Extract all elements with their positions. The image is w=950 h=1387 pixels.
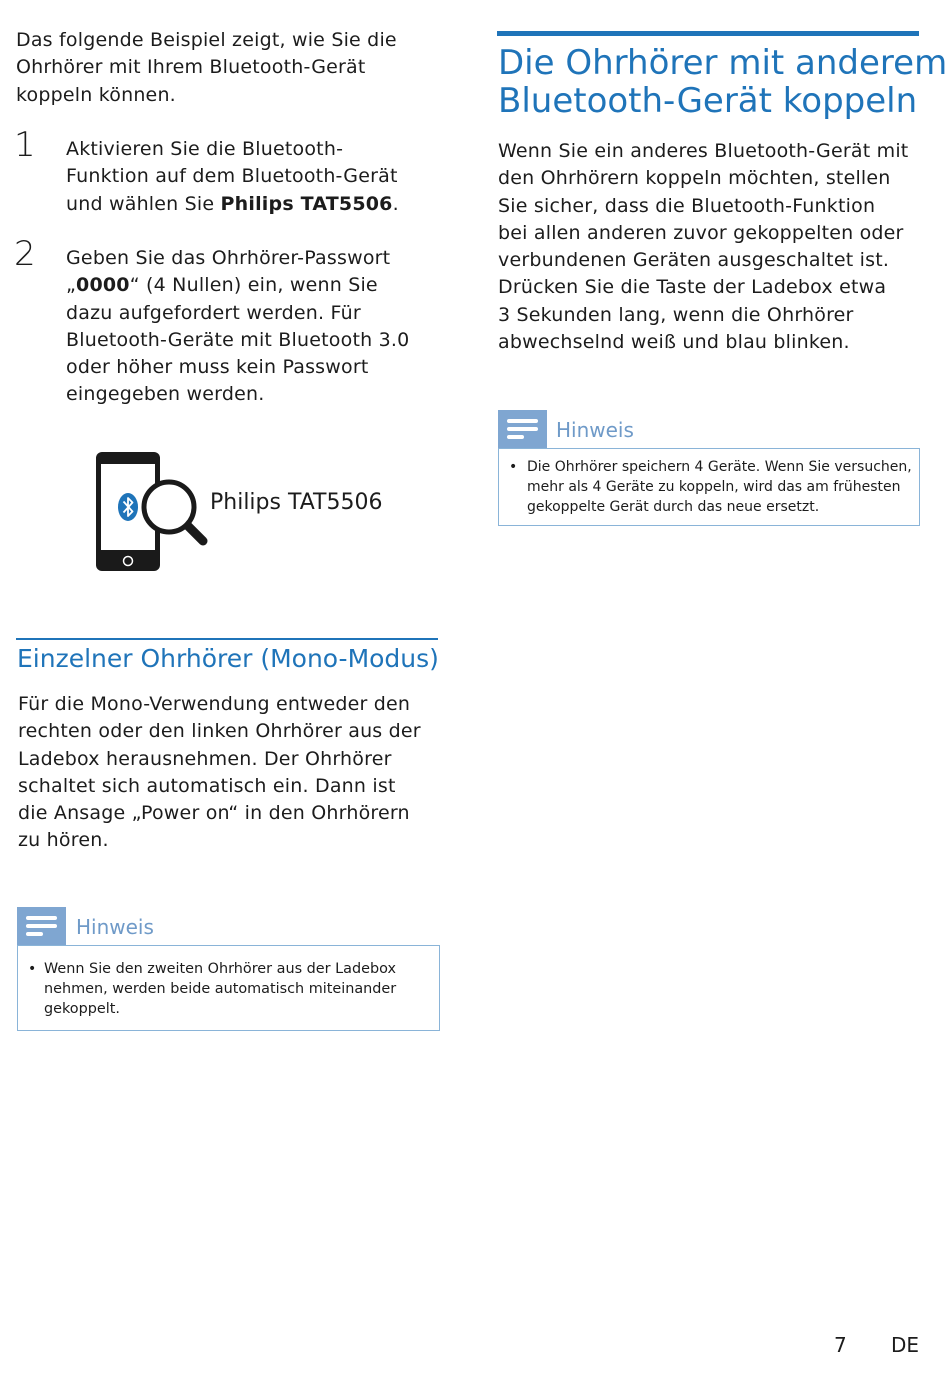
note-title: Hinweis (556, 418, 634, 442)
figure-label: Philips TAT5506 (210, 490, 383, 515)
right-line: Drücken Sie die Taste der Ladebox etwa (498, 276, 887, 299)
step-text: “ (4 Nullen) ein, wenn Sie (129, 274, 378, 297)
note-line: gekoppelte Gerät durch das neue ersetzt. (527, 499, 820, 515)
right-paragraph (498, 138, 938, 356)
heading-line: Die Ohrhörer mit anderem (498, 43, 948, 83)
step-line: dazu aufgefordert werden. Für (66, 301, 361, 324)
device-name: Philips TAT5506 (220, 192, 393, 215)
mono-line: schaltet sich automatisch ein. Dann ist (18, 774, 396, 797)
note-line: gekoppelt. (44, 1001, 120, 1017)
note-box (498, 448, 920, 526)
smartphone-icon (94, 450, 214, 575)
step-text: und wählen Sie (66, 192, 221, 215)
note-title: Hinweis (76, 915, 154, 939)
note-line: nehmen, werden beide automatisch miteinander (44, 981, 397, 997)
heading-line: Bluetooth-Gerät koppeln (498, 81, 918, 121)
mono-line: Für die Mono-Verwendung entweder den (18, 693, 411, 715)
intro-line: Das folgende Beispiel zeigt, wie Sie die (16, 29, 397, 51)
section-rule (16, 638, 438, 640)
mono-line: zu hören. (18, 829, 109, 852)
right-line: 3 Sekunden lang, wenn die Ohrhörer (498, 303, 854, 326)
mono-line: die Ansage „Power on“ in den Ohrhörern (18, 802, 410, 825)
step-number: 2 (14, 234, 36, 274)
step-text: . (392, 192, 399, 215)
mono-line: Ladebox herausnehmen. Der Ohrhörer (18, 747, 392, 770)
right-line: bei allen anderen zuvor gekoppelten oder (498, 221, 904, 244)
note-line: Wenn Sie den zweiten Ohrhörer aus der Ladebox (44, 961, 396, 977)
note-item (18, 959, 438, 1019)
step-1-text (66, 136, 466, 218)
note-line: mehr als 4 Geräte zu koppeln, wird das am frühesten (527, 479, 901, 495)
right-line: den Ohrhörern koppeln möchten, stellen (498, 167, 891, 190)
step-line: eingegeben werden. (66, 383, 265, 406)
note-item (499, 457, 919, 517)
intro-line: Ohrhörer mit Ihrem Bluetooth-Gerät (16, 56, 366, 79)
heading-rule (497, 31, 919, 36)
note-icon (498, 410, 547, 449)
mono-line: rechten oder den linken Ohrhörer aus der (18, 720, 421, 743)
language-code: DE (891, 1333, 920, 1357)
pairing-illustration (94, 450, 214, 575)
step-line (66, 191, 466, 218)
step-line: Geben Sie das Ohrhörer-Passwort (66, 247, 391, 269)
passcode: 0000 (76, 274, 130, 297)
intro-line: koppeln können. (16, 83, 176, 106)
step-line: Funktion auf dem Bluetooth-Gerät (66, 165, 398, 188)
note-box (17, 945, 440, 1031)
step-number: 1 (14, 125, 36, 165)
right-line: abwechselnd weiß und blau blinken. (498, 331, 850, 354)
bluetooth-icon (118, 493, 138, 521)
right-heading (498, 44, 948, 120)
note-line: Die Ohrhörer speichern 4 Geräte. Wenn Sie versuchen, (527, 459, 912, 475)
intro-paragraph (16, 27, 456, 109)
mono-heading: Einzelner Ohrhörer (Mono-Modus) (17, 644, 439, 673)
step-line (66, 272, 466, 299)
step-2-text (66, 245, 466, 409)
step-line: Bluetooth-Geräte mit Bluetooth 3.0 (66, 328, 410, 351)
bullet: • (28, 961, 37, 977)
mono-paragraph (18, 691, 458, 855)
right-line: Wenn Sie ein anderes Bluetooth-Gerät mit (498, 140, 909, 162)
right-line: verbundenen Geräten ausgeschaltet ist. (498, 249, 890, 272)
bullet: • (509, 459, 518, 475)
right-line: Sie sicher, dass die Bluetooth-Funktion (498, 194, 876, 217)
step-text: „ (66, 274, 77, 297)
page-number: 7 (834, 1333, 847, 1357)
step-line: oder höher muss kein Passwort (66, 356, 369, 379)
note-icon (17, 907, 66, 946)
step-line: Aktivieren Sie die Bluetooth- (66, 138, 344, 160)
